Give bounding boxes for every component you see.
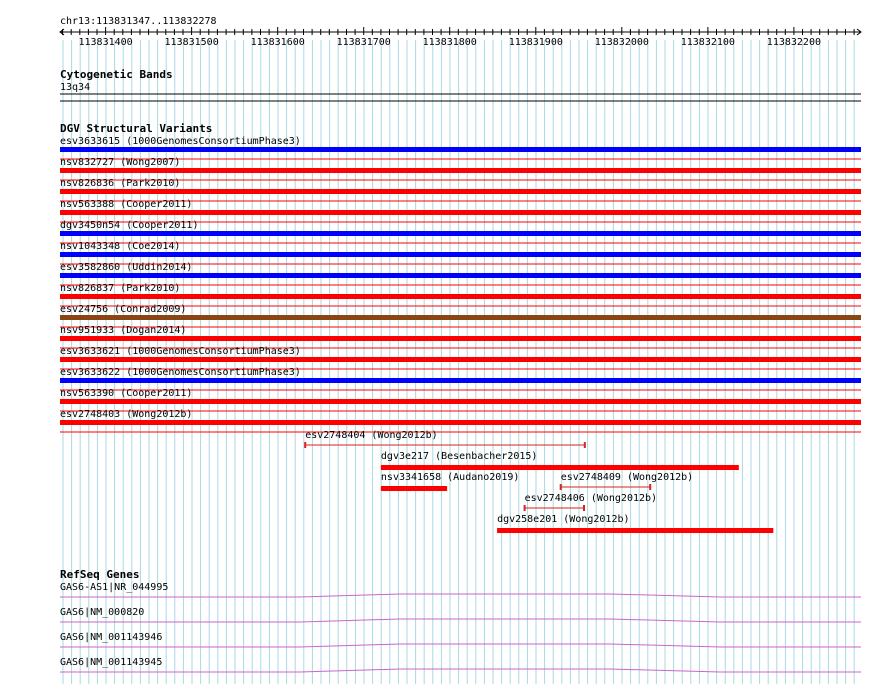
gene-model-line[interactable] <box>60 619 861 622</box>
cytoband-band-label: 13q34 <box>60 82 91 93</box>
variant-bar[interactable] <box>60 252 861 257</box>
variant-label[interactable]: dgv258e201 (Wong2012b) <box>497 514 630 525</box>
variant-label[interactable]: nsv3341658 (Audano2019) <box>380 472 520 483</box>
variant-bar[interactable] <box>60 147 861 152</box>
variant-bar[interactable] <box>497 528 773 533</box>
variant-label[interactable]: nsv826836 (Park2010) <box>60 178 181 189</box>
ruler-tick-label: 113831900 <box>508 37 563 48</box>
variant-bar[interactable] <box>60 168 861 173</box>
variant-label[interactable]: esv2748406 (Wong2012b) <box>524 493 658 504</box>
ruler-range-label: chr13:113831347..113832278 <box>60 16 217 27</box>
variant-label[interactable]: nsv826837 (Park2010) <box>60 283 181 294</box>
variant-bar[interactable] <box>60 336 861 341</box>
variant-label[interactable]: nsv951933 (Dogan2014) <box>60 325 187 336</box>
variant-bar[interactable] <box>60 210 861 215</box>
variant-label[interactable]: esv2748403 (Wong2012b) <box>60 409 193 420</box>
variant-label[interactable]: esv3633622 (1000GenomesConsortiumPhase3) <box>60 367 301 378</box>
ruler-tick-label: 113831400 <box>78 37 133 48</box>
ruler-tick-label: 113832200 <box>766 37 821 48</box>
variant-bar[interactable] <box>60 294 861 299</box>
variant-bar[interactable] <box>60 357 861 362</box>
ruler-tick-label: 113831600 <box>250 37 305 48</box>
variant-label[interactable]: esv2748409 (Wong2012b) <box>560 472 694 483</box>
variant-bar[interactable] <box>60 378 861 383</box>
variant-bar[interactable] <box>381 486 447 491</box>
gene-model-line[interactable] <box>60 594 861 597</box>
variant-label[interactable]: nsv1043348 (Coe2014) <box>60 241 181 252</box>
variant-label[interactable]: nsv832727 (Wong2007) <box>60 157 181 168</box>
ruler-tick-label: 113832100 <box>680 37 735 48</box>
gene-label[interactable]: GAS6|NM_000820 <box>60 607 145 618</box>
variant-bar[interactable] <box>60 231 861 236</box>
variant-bar[interactable] <box>60 315 861 320</box>
variant-label[interactable]: esv3633615 (1000GenomesConsortiumPhase3) <box>60 136 301 147</box>
ruler-tick-label: 113832000 <box>594 37 649 48</box>
gene-model-line[interactable] <box>60 669 861 672</box>
variant-label[interactable]: esv3582860 (Uddin2014) <box>60 262 193 273</box>
variant-label[interactable]: nsv563390 (Cooper2011) <box>60 388 193 399</box>
variant-bar[interactable] <box>60 273 861 278</box>
variant-label[interactable]: nsv563388 (Cooper2011) <box>60 199 193 210</box>
variant-bar[interactable] <box>381 465 739 470</box>
ruler-tick-label: 113831800 <box>422 37 477 48</box>
variant-bar[interactable] <box>60 420 861 425</box>
variant-label[interactable]: esv24756 (Conrad2009) <box>60 304 187 315</box>
gene-model-line[interactable] <box>60 644 861 647</box>
variant-label[interactable]: esv3633621 (1000GenomesConsortiumPhase3) <box>60 346 301 357</box>
variant-label[interactable]: esv2748404 (Wong2012b) <box>305 430 438 441</box>
gene-label[interactable]: GAS6-AS1|NR_044995 <box>60 582 169 593</box>
cytoband-track-title: Cytogenetic Bands <box>60 68 173 81</box>
dgv-track-title: DGV Structural Variants <box>60 122 213 135</box>
ruler-tick-label: 113831700 <box>336 37 391 48</box>
ruler-tick-label: 113831500 <box>164 37 219 48</box>
gene-label[interactable]: GAS6|NM_001143946 <box>60 632 163 643</box>
refseq-track-title: RefSeq Genes <box>60 568 140 581</box>
variant-label[interactable]: dgv3450n54 (Cooper2011) <box>60 220 199 231</box>
gene-label[interactable]: GAS6|NM_001143945 <box>60 657 163 668</box>
variant-bar[interactable] <box>60 399 861 404</box>
variant-bar[interactable] <box>60 189 861 194</box>
variant-label[interactable]: dgv3e217 (Besenbacher2015) <box>380 451 538 462</box>
